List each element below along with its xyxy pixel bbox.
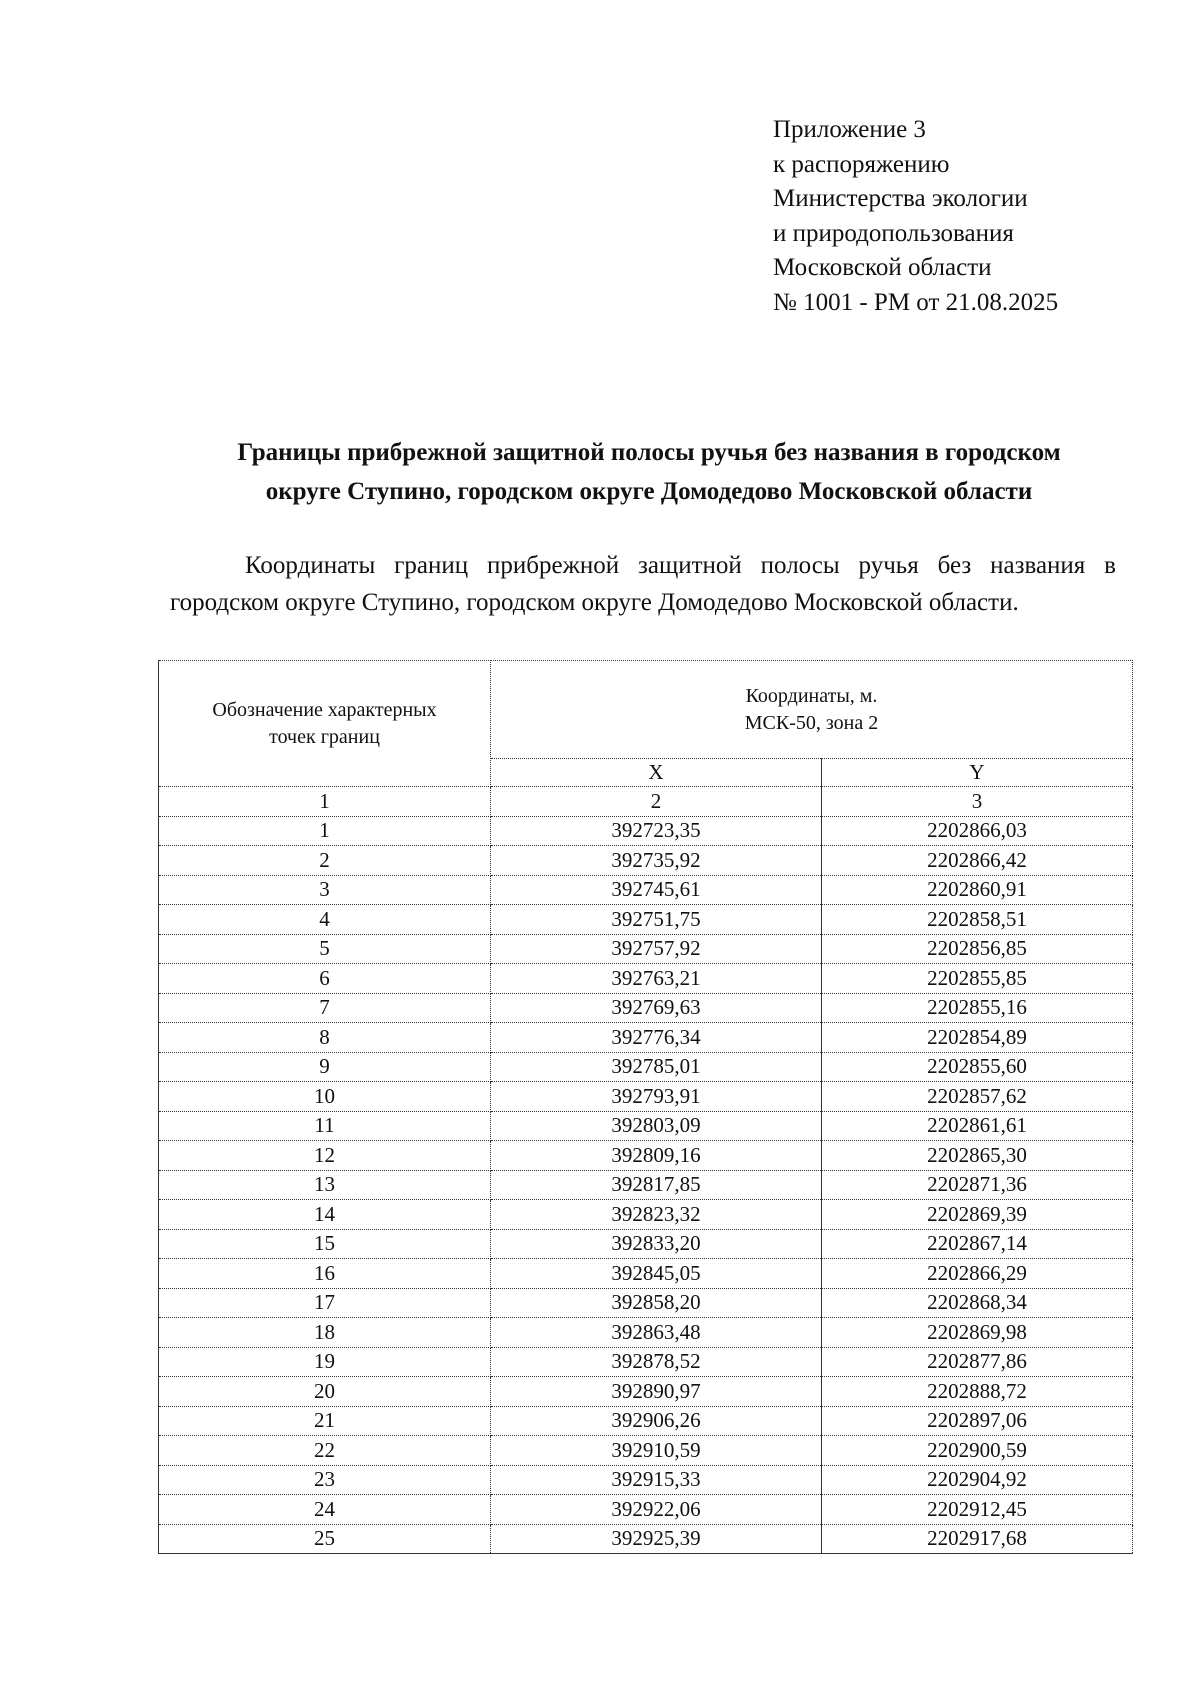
appendix-line: к распоряжению [773, 150, 950, 178]
x-coordinate-cell: 392803,09 [491, 1111, 822, 1141]
x-coordinate-cell: 392858,20 [491, 1288, 822, 1318]
x-coordinate-cell: 392925,39 [491, 1524, 822, 1554]
y-coordinate-cell: 2202871,36 [822, 1170, 1133, 1200]
x-coordinate-cell: 392910,59 [491, 1436, 822, 1466]
table-row [159, 934, 1133, 964]
point-id-cell: 13 [159, 1170, 491, 1200]
table-row [159, 905, 1133, 935]
column-number-1: 1 [159, 787, 491, 817]
x-coordinate-cell: 392878,52 [491, 1347, 822, 1377]
appendix-block [773, 113, 1058, 320]
y-coordinate-cell: 2202854,89 [822, 1023, 1133, 1053]
point-id-cell: 1 [159, 816, 491, 846]
x-coordinate-cell: 392769,63 [491, 993, 822, 1023]
y-coordinate-cell: 2202900,59 [822, 1436, 1133, 1466]
point-id-cell: 2 [159, 846, 491, 876]
appendix-line: Министерства экологии [773, 185, 1028, 212]
table-row [159, 1318, 1133, 1348]
y-coordinate-cell: 2202866,42 [822, 846, 1133, 876]
table-row [159, 1082, 1133, 1112]
x-coordinate-cell: 392817,85 [491, 1170, 822, 1200]
table-row [159, 875, 1133, 905]
appendix-line: Московской области [773, 254, 992, 281]
column-number-3: 3 [822, 787, 1133, 817]
point-id-cell: 23 [159, 1465, 491, 1495]
x-coordinate-cell: 392735,92 [491, 846, 822, 876]
column-number-2: 2 [491, 787, 822, 817]
y-column-header: Y [822, 759, 1133, 787]
point-id-cell: 19 [159, 1347, 491, 1377]
y-coordinate-cell: 2202861,61 [822, 1111, 1133, 1141]
table-row [159, 1495, 1133, 1525]
y-coordinate-cell: 2202856,85 [822, 934, 1133, 964]
point-id-cell: 21 [159, 1406, 491, 1436]
table-row [159, 993, 1133, 1023]
point-id-cell: 5 [159, 934, 491, 964]
table-row [159, 1052, 1133, 1082]
table-row [159, 1377, 1133, 1407]
coordinates-header-line-1: Координаты, м. [745, 684, 878, 707]
x-coordinate-cell: 392763,21 [491, 964, 822, 994]
x-coordinate-cell: 392906,26 [491, 1406, 822, 1436]
x-coordinate-cell: 392845,05 [491, 1259, 822, 1289]
table-row [159, 1111, 1133, 1141]
y-coordinate-cell: 2202865,30 [822, 1141, 1133, 1171]
point-id-cell: 9 [159, 1052, 491, 1082]
table-row [159, 1436, 1133, 1466]
point-id-cell: 14 [159, 1200, 491, 1230]
point-id-cell: 24 [159, 1495, 491, 1525]
table-row [159, 816, 1133, 846]
point-id-cell: 16 [159, 1259, 491, 1289]
table-row [159, 1170, 1133, 1200]
point-id-cell: 20 [159, 1377, 491, 1407]
y-coordinate-cell: 2202917,68 [822, 1524, 1133, 1554]
y-coordinate-cell: 2202857,62 [822, 1082, 1133, 1112]
point-id-cell: 18 [159, 1318, 491, 1348]
y-coordinate-cell: 2202888,72 [822, 1377, 1133, 1407]
document-title [160, 433, 1138, 511]
point-id-cell: 4 [159, 905, 491, 935]
table-row [159, 1465, 1133, 1495]
point-id-cell: 10 [159, 1082, 491, 1112]
x-coordinate-cell: 392785,01 [491, 1052, 822, 1082]
point-id-cell: 3 [159, 875, 491, 905]
appendix-line: и природопользования [773, 219, 1014, 247]
point-column-header-line-1: Обозначение характерных [212, 698, 437, 721]
table-row [159, 846, 1133, 876]
y-coordinate-cell: 2202869,39 [822, 1200, 1133, 1230]
y-coordinate-cell: 2202855,85 [822, 964, 1133, 994]
y-coordinate-cell: 2202912,45 [822, 1495, 1133, 1525]
y-coordinate-cell: 2202860,91 [822, 875, 1133, 905]
point-column-header-line-2: точек границ [269, 725, 380, 748]
header-row-numbers [159, 787, 1133, 817]
coordinates-header [491, 661, 1133, 759]
table-row [159, 1524, 1133, 1554]
table-body [159, 661, 1133, 1554]
y-coordinate-cell: 2202855,16 [822, 993, 1133, 1023]
point-id-cell: 22 [159, 1436, 491, 1466]
x-coordinate-cell: 392757,92 [491, 934, 822, 964]
header-row-main [159, 661, 1133, 759]
y-coordinate-cell: 2202904,92 [822, 1465, 1133, 1495]
x-coordinate-cell: 392809,16 [491, 1141, 822, 1171]
table-row [159, 1288, 1133, 1318]
x-coordinate-cell: 392915,33 [491, 1465, 822, 1495]
x-coordinate-cell: 392751,75 [491, 905, 822, 935]
point-column-header [159, 661, 491, 787]
title-line-2: округе Ступино, городском округе Домодедово Московской области [265, 478, 1033, 505]
table-row [159, 1259, 1133, 1289]
coordinates-header-line-2: МСК-50, зона 2 [744, 711, 879, 734]
y-coordinate-cell: 2202877,86 [822, 1347, 1133, 1377]
x-column-header: X [491, 759, 822, 787]
x-coordinate-cell: 392723,35 [491, 816, 822, 846]
x-coordinate-cell: 392922,06 [491, 1495, 822, 1525]
y-coordinate-cell: 2202868,34 [822, 1288, 1133, 1318]
x-coordinate-cell: 392833,20 [491, 1229, 822, 1259]
table-row [159, 1023, 1133, 1053]
point-id-cell: 11 [159, 1111, 491, 1141]
table-row [159, 1229, 1133, 1259]
table-row [159, 1200, 1133, 1230]
y-coordinate-cell: 2202858,51 [822, 905, 1133, 935]
point-id-cell: 25 [159, 1524, 491, 1554]
y-coordinate-cell: 2202869,98 [822, 1318, 1133, 1348]
point-id-cell: 6 [159, 964, 491, 994]
point-id-cell: 12 [159, 1141, 491, 1171]
appendix-line: № 1001 - РМ от 21.08.2025 [773, 288, 1059, 316]
coordinates-table [158, 660, 1133, 1554]
x-coordinate-cell: 392776,34 [491, 1023, 822, 1053]
y-coordinate-cell: 2202866,29 [822, 1259, 1133, 1289]
y-coordinate-cell: 2202897,06 [822, 1406, 1133, 1436]
point-id-cell: 15 [159, 1229, 491, 1259]
table-row [159, 1141, 1133, 1171]
y-coordinate-cell: 2202866,03 [822, 816, 1133, 846]
x-coordinate-cell: 392823,32 [491, 1200, 822, 1230]
title-line-1: Границы прибрежной защитной полосы ручья без названия в городском [237, 439, 1061, 466]
x-coordinate-cell: 392890,97 [491, 1377, 822, 1407]
point-id-cell: 8 [159, 1023, 491, 1053]
table-row [159, 1347, 1133, 1377]
x-coordinate-cell: 392745,61 [491, 875, 822, 905]
x-coordinate-cell: 392793,91 [491, 1082, 822, 1112]
intro-paragraph: Координаты границ прибрежной защитной полосы ручья без названия в городском округе Ступино, городском округе Домодедово Московской области. [170, 552, 1116, 616]
table-row [159, 1406, 1133, 1436]
y-coordinate-cell: 2202855,60 [822, 1052, 1133, 1082]
x-coordinate-cell: 392863,48 [491, 1318, 822, 1348]
point-id-cell: 7 [159, 993, 491, 1023]
y-coordinate-cell: 2202867,14 [822, 1229, 1133, 1259]
appendix-line: Приложение 3 [773, 116, 926, 143]
point-id-cell: 17 [159, 1288, 491, 1318]
table-row [159, 964, 1133, 994]
